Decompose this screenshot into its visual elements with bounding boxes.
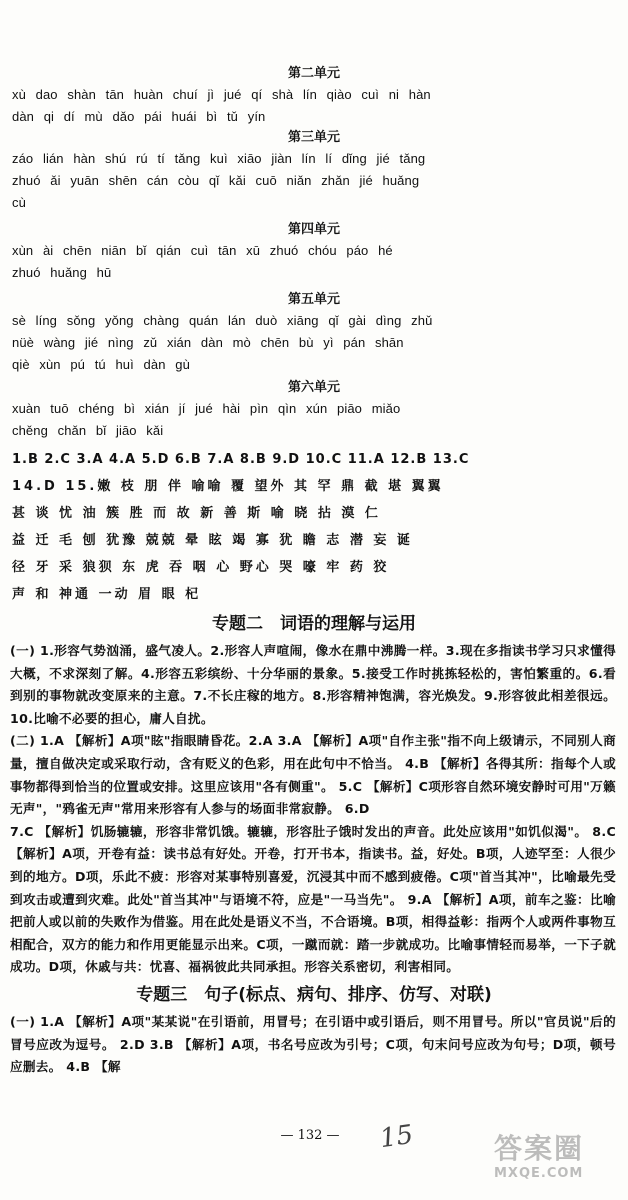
answers-line: 1.B 2.C 3.A 4.A 5.D 6.B 7.A 8.B 9.D 10.C 11.A 12.B 13.C bbox=[12, 452, 470, 467]
pinyin-line: dàn qi dí mù dǎo pái huái bì tǔ yín bbox=[12, 109, 266, 124]
unit-2-block bbox=[0, 64, 628, 128]
handwritten-mark: 15 bbox=[378, 1119, 416, 1155]
chars-line: 径 牙 采 狼狈 东 虎 吞 咽 心 野心 哭 嚎 牢 药 狡 bbox=[12, 560, 390, 575]
watermark-logo bbox=[494, 1132, 624, 1198]
section-2-paragraph: 7.C 【解析】饥肠辘辘，形容非常饥饿。辘辘，形容肚子饿时发出的声音。此处应该用"如饥似渴"。 8.C 【解析】A项，开卷有益：读书总有好处。开卷，打开书本，指读书。益，好处。B项，人迹罕至：人很少到的地方。D项，乐此不疲：形容对某事特别喜爱，沉浸其中而不感到疲倦。C项"首当其冲"，比喻最先受到攻击或遭到灾难。此处"首当其冲"与语境不符，应是"一马当先"。 9.A 【解析】A项，前车之鉴：比喻把前人或以前的失败作为借鉴。用在此处是语义不当，不合语境。B项，相得益彰：指两个人或两件事物互相配合，双方的能力和作用更能显示出来。C项，一蹴而就：踏一步就成功。比喻事情轻而易举，一下子就成功。D项，休戚与共：忧喜、福祸彼此共同承担。形容关系密切，利害相同。 bbox=[10, 823, 616, 975]
pinyin-line: xuàn tuō chéng bì xián jí jué hài pìn qìn xún piāo miǎo bbox=[12, 401, 401, 416]
section-2-title: 专题二 词语的理解与运用 bbox=[212, 614, 416, 634]
pinyin-line: cù bbox=[12, 195, 26, 210]
page-number: — 132 — bbox=[280, 1128, 340, 1143]
unit-3-block bbox=[0, 128, 628, 214]
section-2-paragraph: (一) 1.形容气势汹涌，盛气凌人。2.形容人声喧闹，像水在鼎中沸腾一样。3.现在多指读书学习只求懂得大概，不求深刻了解。4.形容五彩缤纷、十分华丽的景象。5.接受工作时挑拣轻松的，害怕繁重的。6.看到别的事物就改变原来的主意。7.不长庄稼的地方。8.形容精神饱满，容光焕发。9.形容彼此相差很远。10.比喻不必要的担心，庸人自扰。 bbox=[10, 643, 616, 726]
section-3-paragraph: (一) 1.A 【解析】A项"某某说"在引语前，用冒号；在引语中或引语后，则不用冒号。所以"官员说"后的冒号应改为逗号。 2.D 3.B 【解析】A项，书名号应改为引号；C项，句末问号应改为句号；D项，顿号应删去。 4.B 【解 bbox=[10, 1013, 616, 1075]
unit-title: 第二单元 bbox=[287, 66, 340, 81]
pinyin-line: xùn ài chēn niān bǐ qián cuì tān xū zhuó chóu páo hé bbox=[12, 243, 393, 258]
unit-title: 第三单元 bbox=[287, 130, 340, 145]
pinyin-line: zhuó huǎng hū bbox=[12, 265, 112, 280]
pinyin-line: nüè wàng jié nìng zǔ xián dàn mò chēn bù yì pán shān bbox=[12, 335, 404, 350]
unit-title: 第五单元 bbox=[287, 292, 340, 307]
chars-line: 甚 谈 忧 油 簇 胜 而 故 新 善 斯 喻 晓 拈 漠 仁 bbox=[12, 506, 381, 521]
chars-line: 益 迁 毛 刨 犹豫 兢兢 晕 眩 竭 寡 犹 瞻 志 潜 妄 诞 bbox=[12, 533, 413, 548]
section-3-title: 专题三 句子(标点、病句、排序、仿写、对联) bbox=[136, 984, 492, 1005]
watermark-url: MXQE.COM bbox=[494, 1166, 584, 1181]
unit-4-block bbox=[0, 220, 628, 284]
unit-6-block bbox=[0, 378, 628, 442]
pinyin-line: chěng chǎn bǐ jiāo kǎi bbox=[12, 423, 164, 438]
chars-line: 声 和 神通 一动 眉 眼 杞 bbox=[12, 587, 202, 602]
pinyin-line: sè líng sǒng yǒng chàng quán lán duò xiāng qǐ gài dìng zhǔ bbox=[12, 313, 433, 328]
unit-title: 第四单元 bbox=[287, 222, 340, 237]
pinyin-line: zhuó ǎi yuān shēn cán còu qǐ kǎi cuō niǎn zhǎn jié huǎng bbox=[12, 173, 420, 188]
watermark-title: 答案圈 bbox=[494, 1132, 585, 1165]
pinyin-line: xù dao shàn tān huàn chuí jì jué qí shà lín qiào cuì ni hàn bbox=[12, 87, 431, 102]
answer-choices-block bbox=[0, 446, 628, 608]
pinyin-line: qiè xùn pú tú huì dàn gù bbox=[12, 357, 190, 372]
unit-title: 第六单元 bbox=[287, 380, 340, 395]
unit-5-block bbox=[0, 290, 628, 376]
pinyin-line: záo lián hàn shú rú tí tǎng kuì xiāo jiàn lín lí dǐng jié tǎng bbox=[12, 151, 426, 166]
section-2-paragraph: (二) 1.A 【解析】A项"眩"指眼睛昏花。2.A 3.A 【解析】A项"自作主张"指不向上级请示，不同别人商量，擅自做决定或采取行动，含有贬义的色彩，用在此句中不恰当。 4.B 【解析】各得其所：指每个人或事物都得到恰当的位置或安排。这里应该用"各有侧重"。 5.C 【解析】C项形容自然环境安静时可用"万籁无声"，"鸦雀无声"常用来形容有人参与的场面非常寂静。 6.D bbox=[10, 733, 616, 817]
chars-line: 14.D 15.嫩 枝 朋 伴 喻喻 覆 望外 其 罕 鼎 截 堪 翼翼 bbox=[12, 479, 444, 494]
